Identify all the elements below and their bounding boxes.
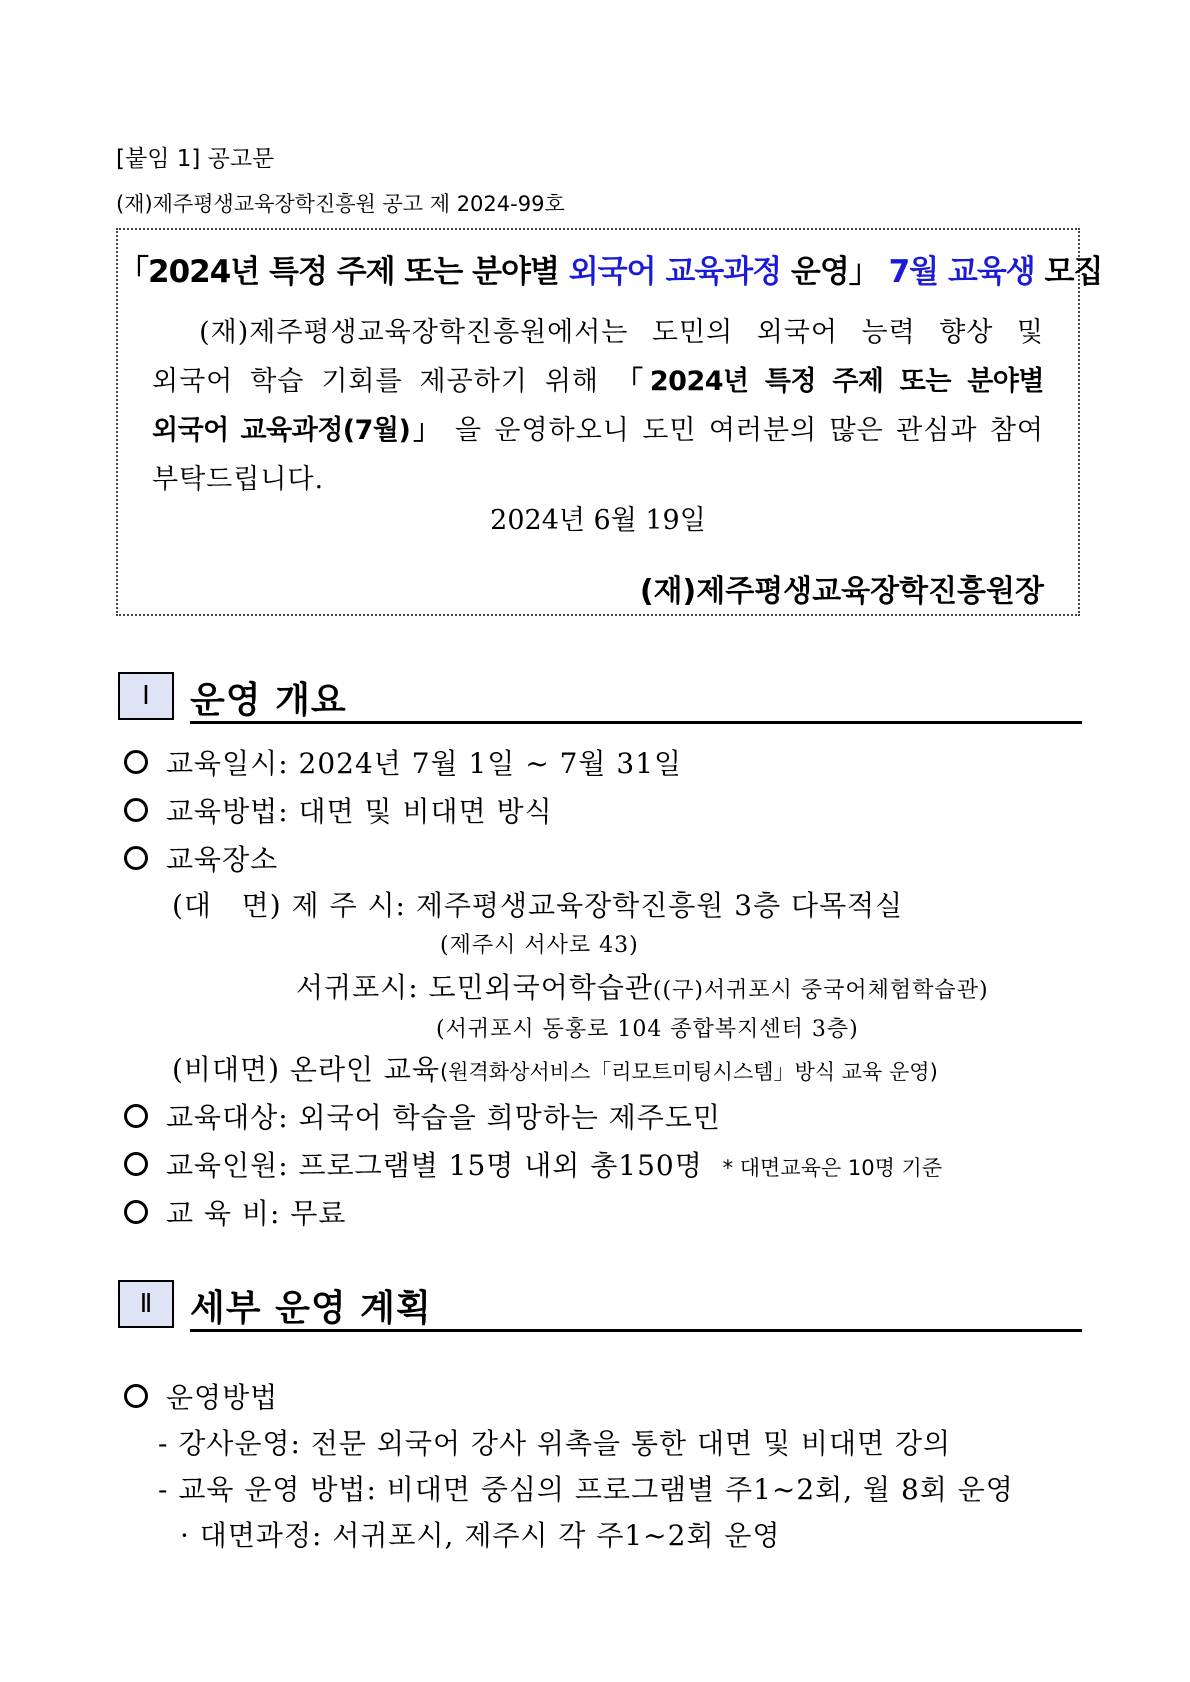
body-bold-3: 외국어 교육과정(7월)」 [152,415,443,446]
operation-line-2: - 교육 운영 방법: 비대면 중심의 프로그램별 주1~2회, 월 8회 운영 [158,1473,1014,1506]
section-1-title: 운영 개요 [190,680,347,721]
circle-bullet-icon [124,750,148,774]
item-operation-method [124,1376,278,1416]
item-method [124,790,553,830]
notice-number: (재)제주평생교육장학진흥원 공고 제 2024-99호 [116,192,565,216]
headcount-note: * 대면교육은 10명 기준 [722,1156,943,1180]
body-text-2: 외국어 학습 기회를 제공하기 위해 [152,366,600,397]
item-fee [124,1192,346,1232]
place-face-jeju: (대 면) 제 주 시: 제주평생교육장학진흥원 3층 다목적실 [172,889,904,922]
notice-signature: (재)제주평생교육장학진흥원장 [639,574,1044,609]
item-place [124,838,278,878]
schedule-text: 교육일시: 2024년 7월 1일 ~ 7월 31일 [166,747,683,780]
place-face-seogwipo [296,966,989,1006]
online-note: (원격화상서비스「리모트미팅시스템」방식 교육 운영) [440,1060,938,1084]
circle-bullet-icon [124,1200,148,1224]
place-face-seogwipo-address: (서귀포시 동홍로 104 종합복지센터 3층) [436,1017,859,1042]
section-2-title: 세부 운영 계획 [190,1288,432,1329]
circle-bullet-icon [124,1384,148,1408]
section-2-number: Ⅱ [118,1280,174,1328]
notice-title [118,246,1103,291]
seogwipo-label: 서귀포시: 도민외국어학습관 [296,971,653,1004]
body-line-4: 부탁드립니다. [152,464,325,495]
operation-method-label: 운영방법 [166,1381,279,1414]
title-suffix: 모집 [1034,254,1103,290]
item-headcount [124,1144,942,1184]
title-mid: 운영」 [781,254,889,290]
circle-bullet-icon [124,846,148,870]
body-bold-2: 「2024년 특정 주제 또는 분야별 [615,366,1044,397]
circle-bullet-icon [124,1152,148,1176]
operation-line-3: · 대면과정: 서귀포시, 제주시 각 주1~2회 운영 [180,1519,781,1552]
section-2-divider [190,1329,1082,1332]
section-2-header [118,1280,1082,1332]
notice-body [152,308,1044,504]
notice-date: 2024년 6월 19일 [490,505,706,536]
body-line-1 [152,308,1044,357]
title-prefix: 「2024년 특정 주제 또는 분야별 [118,254,569,290]
body-line-3 [152,406,1044,455]
circle-bullet-icon [124,798,148,822]
section-1-divider [190,721,1082,724]
title-highlight-course: 외국어 교육과정 [568,254,782,290]
body-text-1: (재)제주평생교육장학진흥원에서는 도민의 외국어 능력 향상 및 [199,317,1044,348]
place-face-jeju-address: (제주시 서사로 43) [440,933,639,958]
title-highlight-month: 7월 교육생 [888,254,1035,290]
headcount-text: 교육인원: 프로그램별 15명 내외 총150명 [166,1149,703,1182]
online-label: (비대면) 온라인 교육 [172,1053,441,1086]
item-target [124,1096,721,1136]
attachment-label: [붙임 1] 공고문 [116,146,275,172]
notice-box [116,228,1103,616]
item-schedule [124,742,682,782]
place-label: 교육장소 [166,843,279,876]
body-text-3: 을 운영하오니 도민 여러분의 많은 관심과 참여 [454,415,1044,446]
section-1-header [118,672,1082,724]
target-text: 교육대상: 외국어 학습을 희망하는 제주도민 [166,1101,721,1134]
place-online [172,1048,938,1088]
seogwipo-former-name: ((구)서귀포시 중국어체험학습관) [652,978,989,1003]
method-text: 교육방법: 대면 및 비대면 방식 [166,795,553,828]
fee-text: 교 육 비: 무료 [166,1197,347,1230]
operation-line-1: - 강사운영: 전문 외국어 강사 위촉을 통한 대면 및 비대면 강의 [158,1427,952,1460]
circle-bullet-icon [124,1104,148,1128]
section-1-number: Ⅰ [118,672,174,720]
body-line-2 [152,357,1044,406]
